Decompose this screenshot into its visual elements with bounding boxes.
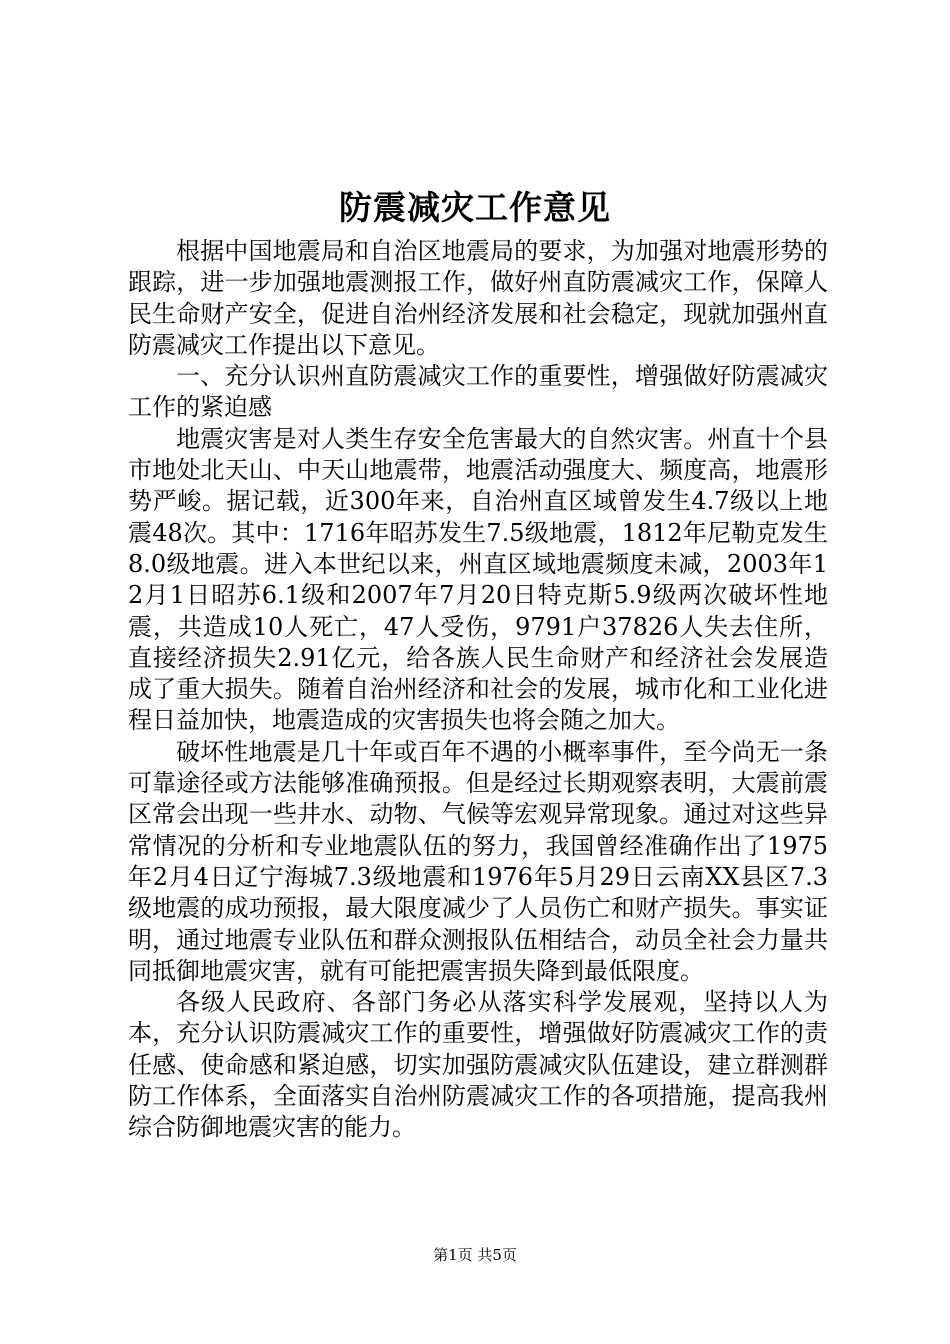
document-title: 防震减灾工作意见 (339, 188, 611, 227)
page-footer: 第1页 共5页 (433, 1246, 517, 1264)
paragraph-government-duties: 各级人民政府、各部门务必从落实科学发展观，坚持以人为本，充分认识防震减灾工作的重要性，增强做好防震减灾工作的责任感、使命感和紧迫感，切实加强防震减灾队伍建设，建立群测群防工作体系，全面落实自治州防震减灾工作的各项措施，提高我州综合防御地震灾害的能力。 (128, 988, 828, 1142)
paragraph-earthquake-disasters: 地震灾害是对人类生存安全危害最大的自然灾害。州直十个县市地处北天山、中天山地震带，地震活动强度大、频度高，地震形势严峻。据记载，近300年来，自治州直区域曾发生4.7级以上地震48次。其中：1716年昭苏发生7.5级地震，1812年尼勒克发生8.0级地震。进入本世纪以来，州直区域地震频度未减，2003年12月1日昭苏6.1级和2007年7月20日特克斯5.9级两次破坏性地震，共造成10人死亡，47人受伤，9791户37826人失去住所，直接经济损失2.91亿元，给各族人民生命财产和经济社会发展造成了重大损失。随着自治州经济和社会的发展，城市化和工业化进程日益加快，地震造成的灾害损失也将会随之加大。 (128, 424, 828, 735)
paragraph-intro: 根据中国地震局和自治区地震局的要求，为加强对地震形势的跟踪，进一步加强地震测报工作，做好州直防震减灾工作，保障人民生命财产安全，促进自治州经济发展和社会稳定，现就加强州直防震减灾工作提出以下意见。 (128, 237, 828, 359)
document-body (128, 236, 828, 1144)
paragraph-earthquake-prediction: 破坏性地震是几十年或百年不遇的小概率事件，至今尚无一条可靠途径或方法能够准确预报。但是经过长期观察表明，大震前震区常会出现一些井水、动物、气候等宏观异常现象。通过对这些异常情况的分析和专业地震队伍的努力，我国曾经准确作出了1975年2月4日辽宁海城7.3级地震和1976年5月29日云南XX县区7.3级地震的成功预报，最大限度减少了人员伤亡和财产损失。事实证明，通过地震专业队伍和群众测报队伍相结合，动员全社会力量共同抵御地震灾害，就有可能把震害损失降到最低限度。 (128, 737, 828, 985)
section-heading-1: 一、充分认识州直防震减灾工作的重要性，增强做好防震减灾工作的紧迫感 (128, 362, 828, 422)
